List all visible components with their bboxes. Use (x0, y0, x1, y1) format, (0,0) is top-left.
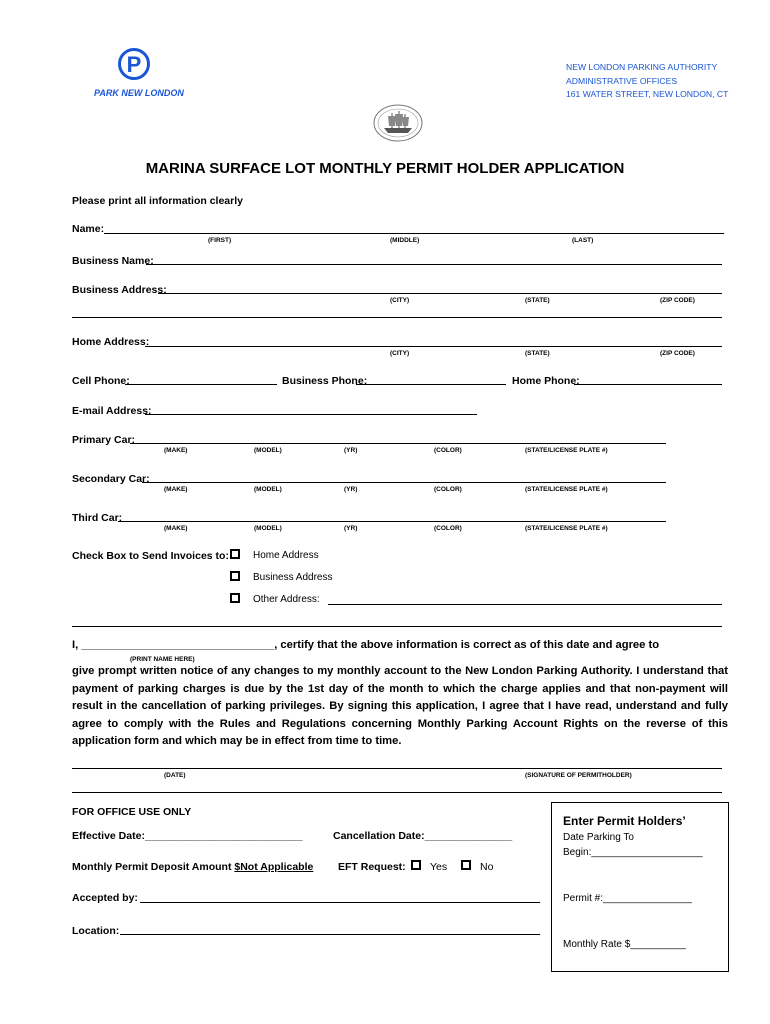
authority-name: NEW LONDON PARKING AUTHORITY (566, 62, 718, 72)
date-caption: (DATE) (164, 772, 186, 779)
accepted-by-label: Accepted by: (72, 892, 138, 904)
car-plate-caption: (STATE/LICENSE PLATE #) (525, 486, 608, 493)
effective-date-field[interactable]: Effective Date:___________________________ (72, 830, 303, 842)
business-address-option: Business Address (253, 572, 333, 583)
certify-suffix: , certify that the above information is correct as of this date and agree to (274, 639, 660, 651)
car-model-caption: (MODEL) (254, 525, 282, 532)
authority-office: ADMINISTRATIVE OFFICES (566, 75, 678, 86)
invoice-label: Check Box to Send Invoices to: (72, 550, 229, 562)
business-zip-caption: (ZIP CODE) (660, 297, 695, 304)
business-name-field[interactable] (146, 264, 722, 265)
cancellation-date-field[interactable]: Cancellation Date:_______________ (333, 830, 513, 842)
certify-prefix: I, (72, 639, 79, 651)
business-phone-field[interactable] (356, 384, 506, 385)
eft-yes-label: Yes (430, 861, 448, 873)
deposit-row (72, 861, 313, 873)
logo-text: PARK NEW LONDON (94, 88, 184, 98)
instruction-text: Please print all information clearly (72, 195, 243, 207)
eft-no-label: No (480, 861, 494, 873)
eft-yes-checkbox[interactable] (411, 860, 421, 870)
section-divider (72, 792, 722, 793)
car-color-caption: (COLOR) (434, 525, 462, 532)
car-make-caption: (MAKE) (164, 486, 188, 493)
car-model-caption: (MODEL) (254, 447, 282, 454)
print-name-field[interactable]: _______________________________ (81, 639, 275, 651)
car-plate-caption: (STATE/LICENSE PLATE #) (525, 525, 608, 532)
car-yr-caption: (YR) (344, 447, 358, 454)
business-name-label: Business Name: (72, 255, 154, 267)
name-last-caption: (LAST) (572, 237, 594, 244)
office-use-header: FOR OFFICE USE ONLY (72, 806, 192, 818)
certify-body: give prompt written notice of any changes to my monthly account to the New London Parking Authority. I understand that payment of parking charges is due by the 1st day of the month to which the charge applies and that non-payment will result in the cancellation of parking privileges. By signing this application, I agree that I have read, understand and fully agree to comply with the Rules and Regulations concerning Monthly Parking Account Rights on the reverse of this application form and which may be in effect from time to time. (72, 665, 728, 747)
park-new-london-logo (92, 46, 192, 106)
other-address-field[interactable] (328, 604, 722, 605)
home-address-label: Home Address: (72, 336, 150, 348)
primary-car-field[interactable] (130, 443, 666, 444)
other-address-line2[interactable] (72, 626, 722, 627)
city-seal-ship-icon (372, 103, 424, 143)
home-address-field[interactable] (145, 346, 722, 347)
begin-date-field[interactable]: Begin:____________________ (563, 847, 703, 858)
name-first-caption: (FIRST) (208, 237, 232, 244)
email-label: E-mail Address: (72, 405, 152, 417)
car-make-caption: (MAKE) (164, 447, 188, 454)
monthly-rate-field[interactable]: Monthly Rate $__________ (563, 939, 686, 950)
home-zip-caption: (ZIP CODE) (660, 350, 695, 357)
print-name-caption: (PRINT NAME HERE) (130, 656, 195, 663)
accepted-by-field[interactable] (140, 902, 540, 903)
name-field[interactable] (104, 233, 724, 234)
third-car-label: Third Car: (72, 512, 123, 524)
business-state-caption: (STATE) (525, 297, 550, 304)
permit-holder-box (551, 802, 729, 972)
home-address-option: Home Address (253, 550, 319, 561)
email-field[interactable] (145, 414, 477, 415)
business-address-field[interactable] (158, 293, 722, 294)
eft-no-checkbox[interactable] (461, 860, 471, 870)
deposit-label: Monthly Permit Deposit Amount (72, 861, 235, 873)
car-color-caption: (COLOR) (434, 486, 462, 493)
car-yr-caption: (YR) (344, 525, 358, 532)
other-address-checkbox[interactable] (230, 593, 240, 603)
name-middle-caption: (MIDDLE) (390, 237, 420, 244)
business-city-caption: (CITY) (390, 297, 410, 304)
authority-address (566, 61, 728, 102)
permit-box-title: Enter Permit Holders’ (563, 814, 686, 828)
home-city-caption: (CITY) (390, 350, 410, 357)
car-color-caption: (COLOR) (434, 447, 462, 454)
other-address-option: Other Address: (253, 594, 320, 605)
home-phone-label: Home Phone: (512, 375, 580, 387)
name-label: Name: (72, 223, 105, 235)
permit-number-field[interactable]: Permit #:________________ (563, 893, 692, 904)
home-phone-field[interactable] (574, 384, 722, 385)
signature-caption: (SIGNATURE OF PERMITHOLDER) (525, 772, 632, 779)
page-title: MARINA SURFACE LOT MONTHLY PERMIT HOLDER APPLICATION (145, 160, 625, 177)
eft-request-label: EFT Request: (338, 861, 406, 873)
home-state-caption: (STATE) (525, 350, 550, 357)
car-plate-caption: (STATE/LICENSE PLATE #) (525, 447, 608, 454)
car-model-caption: (MODEL) (254, 486, 282, 493)
home-address-checkbox[interactable] (230, 549, 240, 559)
cell-phone-label: Cell Phone: (72, 375, 130, 387)
primary-car-label: Primary Car: (72, 434, 136, 446)
business-phone-label: Business Phone: (282, 375, 368, 387)
deposit-value: $Not Applicable (234, 861, 314, 873)
third-car-field[interactable] (118, 521, 666, 522)
certify-line (72, 637, 659, 655)
secondary-car-field[interactable] (142, 482, 666, 483)
business-address-line2[interactable] (72, 317, 722, 318)
car-make-caption: (MAKE) (164, 525, 188, 532)
authority-street: 161 WATER STREET, NEW LONDON, CT (566, 89, 729, 99)
business-address-label: Business Address: (72, 284, 167, 296)
cell-phone-field[interactable] (125, 384, 277, 385)
date-signature-line[interactable] (72, 768, 722, 769)
location-label: Location: (72, 925, 120, 937)
business-address-checkbox[interactable] (230, 571, 240, 581)
parking-p-icon: P (118, 48, 150, 80)
date-parking-label: Date Parking To (563, 832, 634, 843)
secondary-car-label: Secondary Car: (72, 473, 150, 485)
location-field[interactable] (120, 934, 540, 935)
car-yr-caption: (YR) (344, 486, 358, 493)
